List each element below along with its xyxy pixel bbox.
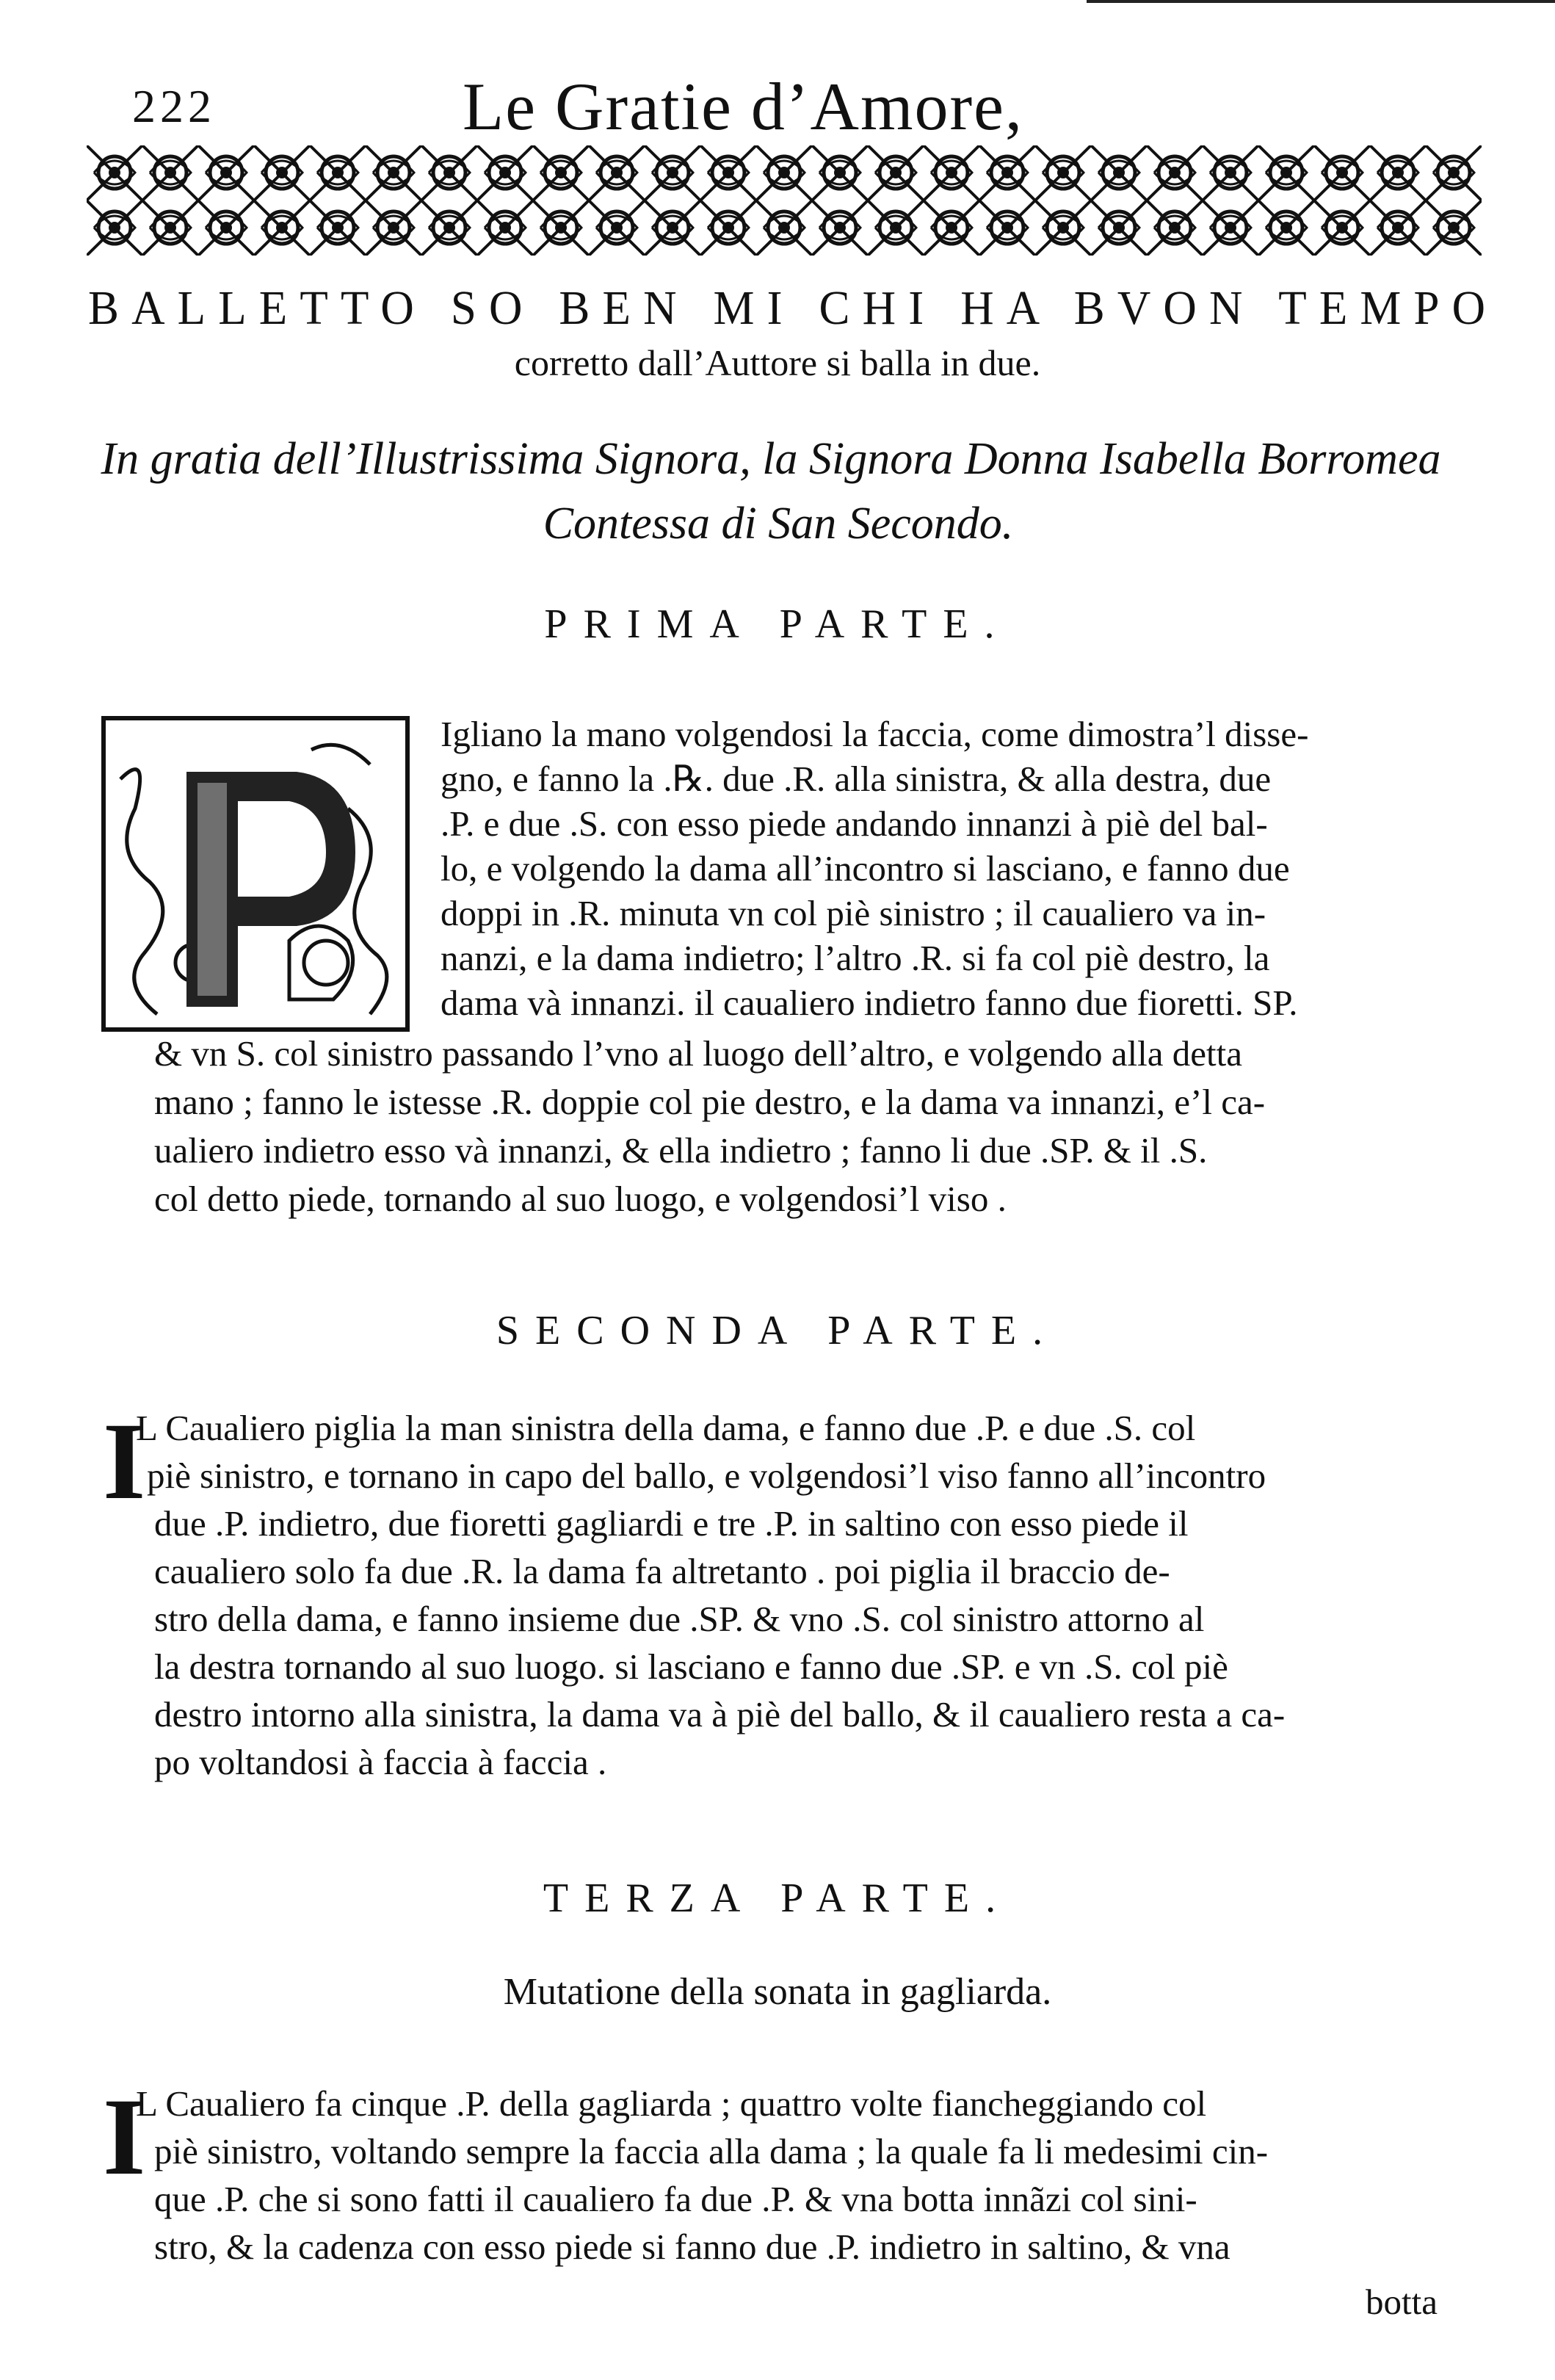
section-heading-terza: TERZA PARTE. — [543, 1876, 1012, 1921]
mutation-note: Mutatione della sonata in gagliarda. — [503, 1971, 1052, 2013]
text-line: ualiero indietro esso và innanzi, & ella indietro ; fanno li due .SP. & il .S. — [154, 1130, 1208, 1171]
text-line: caualiero solo fa due .R. la dama fa altretanto . poi piglia il braccio de- — [154, 1551, 1170, 1591]
text-line: stro della dama, e fanno insieme due .SP. & vno .S. col sinistro attorno al — [154, 1599, 1205, 1639]
text-line: & vn S. col sinistro passando l’vno al luogo dell’altro, e volgendo alla detta — [154, 1033, 1242, 1074]
decorated-drop-cap — [101, 716, 410, 1032]
text-line: L Caualiero piglia la man sinistra della dama, e fanno due .P. e due .S. col — [136, 1408, 1196, 1448]
text-line: L Caualiero fa cinque .P. della gagliarda ; quattro volte fiancheggiando col — [136, 2083, 1207, 2124]
text-line: .P. e due .S. con esso piede andando innanzi à piè del bal- — [441, 803, 1268, 844]
text-line: mano ; fanno le istesse .R. doppie col pie destro, e la dama va innanzi, e’l ca- — [154, 1082, 1266, 1122]
section-heading-prima: PRIMA PARTE. — [544, 601, 1011, 647]
dedication-line-1: In gratia dell’Illustrissima Signora, la Signora Donna Isabella Borromea — [101, 434, 1441, 484]
text-line: col detto piede, tornando al suo luogo, e volgendosi’l viso . — [154, 1179, 1007, 1219]
text-line: piè sinistro, e tornano in capo del ballo, e volgendosi’l viso fanno all’incontro — [147, 1455, 1266, 1496]
text-line: dama và innanzi. il caualiero indietro fanno due fioretti. SP. — [441, 983, 1298, 1023]
text-line: doppi in .R. minuta vn col piè sinistro ; il caualiero va in- — [441, 893, 1266, 933]
catchword: botta — [1366, 2282, 1438, 2322]
text-line: Igliano la mano volgendosi la faccia, come dimostra’l disse- — [441, 714, 1309, 754]
text-line: piè sinistro, voltando sempre la faccia alla dama ; la quale fa li medesimi cin- — [154, 2131, 1269, 2171]
dedication-line-2: Contessa di San Secondo. — [543, 499, 1014, 549]
section-heading-seconda: SECONDA PARTE. — [496, 1308, 1059, 1353]
drop-cap-ornament-icon — [106, 720, 405, 1027]
initial-letter-terza: I — [103, 2076, 146, 2198]
ballet-title: BALLETTO SO BEN MI CHI HA BVON TEMPO — [88, 281, 1498, 335]
initial-letter-seconda: I — [103, 1400, 146, 1522]
text-line: lo, e volgendo la dama all’incontro si lasciano, e fanno due — [441, 848, 1290, 889]
ballet-subtitle: corretto dall’Auttore si balla in due. — [514, 342, 1041, 383]
text-line: due .P. indietro, due fioretti gagliardi e tre .P. in saltino con esso piede il — [154, 1503, 1189, 1544]
text-line: la destra tornando al suo luogo. si lasciano e fanno due .SP. e vn .S. col piè — [154, 1646, 1228, 1687]
text-line: que .P. che si sono fatti il caualiero fa due .P. & vna botta innãzi col sini- — [154, 2179, 1197, 2219]
running-head: Le Gratie d’Amore, — [463, 69, 1024, 144]
top-border-rule — [1087, 0, 1555, 3]
text-line: gno, e fanno la .℞. due .R. alla sinistra, & alla destra, due — [441, 759, 1272, 799]
text-line: destro intorno alla sinistra, la dama va à piè del ballo, & il caualiero resta a ca- — [154, 1694, 1286, 1735]
ornamental-border — [87, 145, 1482, 256]
text-line: stro, & la cadenza con esso piede si fanno due .P. indietro in saltino, & vna — [154, 2227, 1230, 2267]
text-line: po voltandosi à faccia à faccia . — [154, 1742, 607, 1782]
page-number: 222 — [132, 80, 216, 132]
text-line: nanzi, e la dama indietro; l’altro .R. si fa col piè destro, la — [441, 938, 1270, 978]
